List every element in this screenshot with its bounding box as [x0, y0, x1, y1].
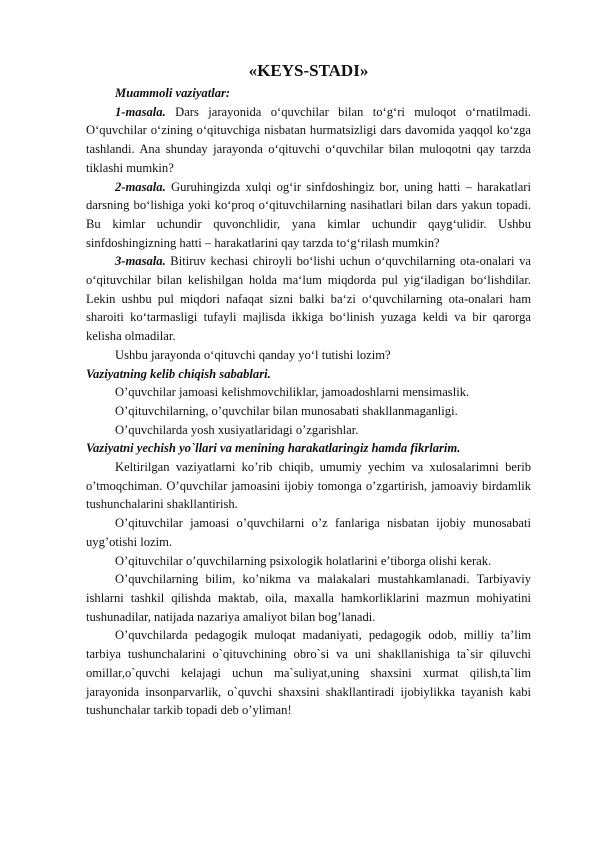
solutions-heading: Vaziyatni yechish yo`llari va menining harakatlaringiz hamda fikrlarim. [86, 441, 461, 456]
cause-paragraph: O’quvchilar jamoasi kelishmovchiliklar, jamoadoshlarni mensimaslik. [115, 385, 470, 400]
solution-paragraph: O’quvchilarda pedagogik muloqat madaniyati, pedagogik odob, milliy ta’lim tarbiya tushunchalarini o`qituvchining obro`si va uni shakllanishiga ta`sir qiluvchi omillar,o`quvchi kelajagi uchun ma`suliyat,uning shaxsini xurmat qilish,ta`lim jarayonida insonparvarlik, o`quvchi shaxsini shakllantiradi ijobiylikka tayanish kabi tushunchalar tarkib topadi deb o’yliman! [86, 628, 531, 718]
solution-paragraph: O’qituvchilar o’quvchilarning psixologik holatlarini e’tiborga olishi kerak. [115, 553, 492, 568]
task-label: 2-masala. [115, 179, 166, 194]
task-paragraph [86, 103, 531, 178]
page-title: «KEYS-STADI» [248, 61, 369, 80]
task-text: Bitiruv kechasi chiroyli bo‘lishi uchun o‘quvchilarning ota-onalari va o‘qituvchilar bilan kelishilgan holda ma‘lum miqdorda pul yig‘iladigan bo‘lishdilar. Lekin ushbu pul miqdori nafaqat sizni balki ba‘zi o‘quvchilarning ota-onalari ham sharoiti ko‘tarmasligi tufayli majlisda ikkiga bo‘linish yuzaga keldi va bir qarorga kelisha olmadilar. [86, 254, 531, 344]
situations-heading: Muammoli vaziyatlar: [115, 86, 231, 100]
cause-paragraph: O’qituvchilarning, o’quvchilar bilan munosabati shakllanmaganligi. [115, 403, 458, 418]
task-text: Guruhingizda xulqi og‘ir sinfdoshingiz bor, uning hatti – harakatlari darsning bo‘lishiga yoki ko‘proq o‘qituvchilarning nasihatlari bilan dars yakun topadi. Bu kimlar uchundir quvonchlidir, yana kimlar uchundir qayg‘ulidir. Ushbu sinfdoshingizning hatti – harakatlarini qay tarzda to‘g‘rilash mumkin? [86, 179, 531, 250]
solution-paragraph: O’quvchilarning bilim, ko’nikma va malakalari mustahkamlanadi. Tarbiyaviy ishlarni tashkil qilishda maktab, oila, maxalla hamkorliklarini mazmun mohiyatini tushunadilar, natijada nazariya amaliyot bilan bog’lanadi. [86, 572, 531, 624]
task-paragraph [86, 178, 531, 253]
task-text: Dars jarayonida o‘quvchilar bilan to‘g‘ri muloqot o‘rnatilmadi. O‘quvchilar o‘zining o‘qituvchiga nisbatan hurmatsizligi dars davomida yaqqol ko‘zga tashlandi. Ana shunday jarayonda o‘qituvchi o‘quvchilar bilan muloqotni qay tarzda tiklashi mumkin? [86, 104, 531, 175]
task-label: 1-masala. [115, 104, 166, 119]
cause-paragraph: O’quvchilarda yosh xusiyatlaridagi o’zgarishlar. [115, 422, 359, 437]
question-paragraph: Ushbu jarayonda o‘qituvchi qanday yo‘l tutishi lozim? [115, 347, 391, 362]
solution-paragraph: O’qituvchilar jamoasi o’quvchilarni o’z fanlariga nisbatan ijobiy munosabati uyg’otishi lozim. [86, 516, 531, 549]
task-paragraph [86, 252, 531, 346]
causes-heading: Vaziyatning kelib chiqish sabablari. [86, 366, 271, 381]
document-page [86, 60, 531, 720]
solution-paragraph: Keltirilgan vaziyatlarni ko’rib chiqib, umumiy yechim va xulosalarimni berib o’tmoqchiman. O’quvchilar jamoasini ijobiy tomonga o’zgartirish, jamoaviy birdamlik tushunchalarini shakllantirish. [86, 460, 531, 512]
task-label: 3-masala. [115, 254, 166, 269]
